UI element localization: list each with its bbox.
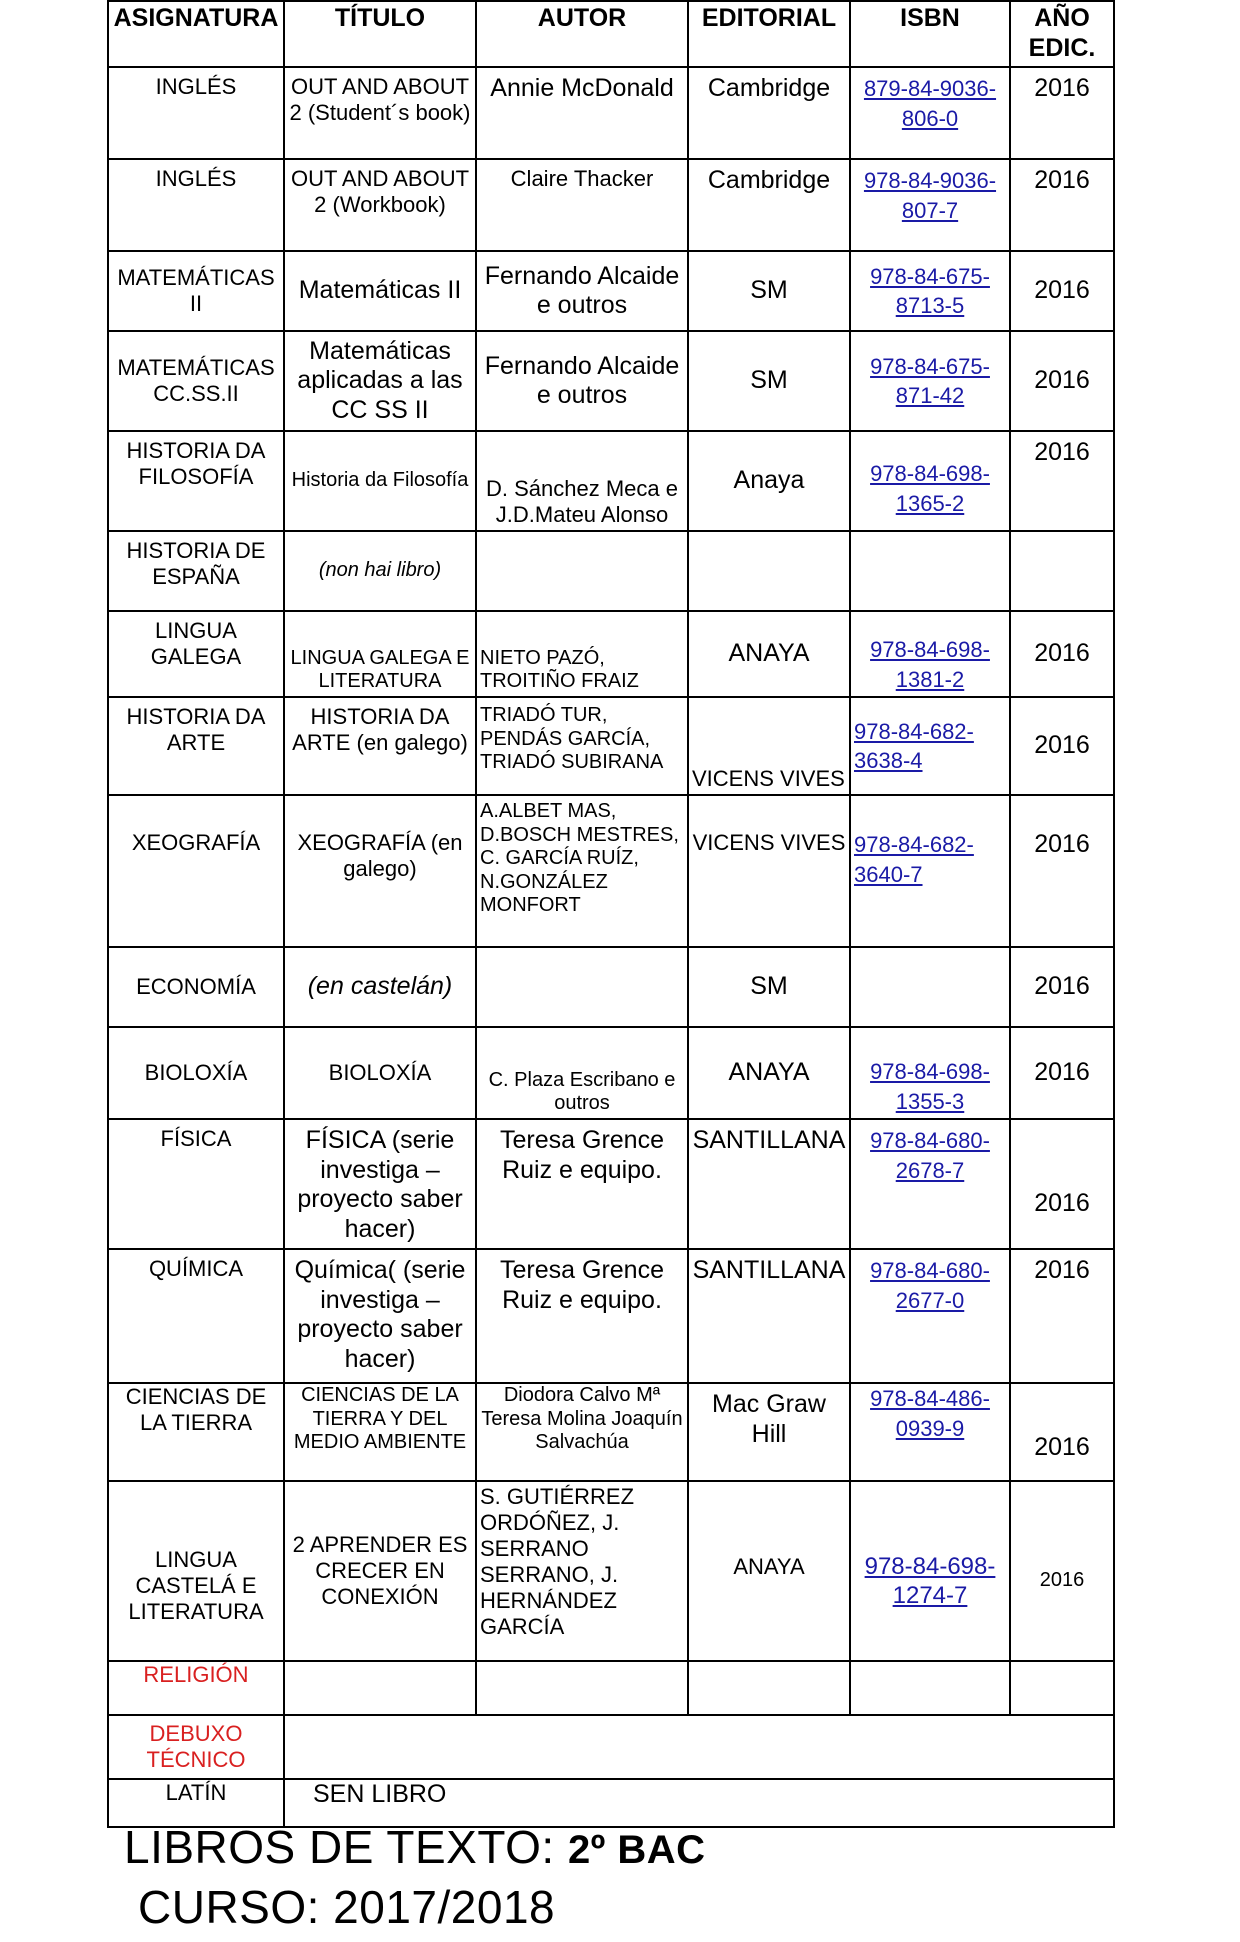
cell-autor (476, 947, 688, 1027)
table-row (108, 531, 1114, 611)
table-row (108, 1383, 1114, 1481)
cell-asignatura: LINGUA CASTELÁ E LITERATURA (108, 1481, 284, 1661)
cell-ano (1010, 531, 1114, 611)
cell-ano: 2016 (1010, 67, 1114, 159)
table-row (108, 251, 1114, 331)
cell-titulo: 2 APRENDER ES CRECER EN CONEXIÓN (284, 1481, 476, 1661)
isbn-link[interactable]: 978-84-698-1365-2 (870, 461, 990, 516)
cell-asignatura: INGLÉS (108, 67, 284, 159)
isbn-link[interactable]: 978-84-682-3638-4 (854, 718, 974, 773)
cell-asignatura: MATEMÁTICAS II (108, 251, 284, 331)
cell-asignatura: HISTORIA DA FILOSOFÍA (108, 431, 284, 531)
isbn-link[interactable]: 879-84-9036-806-0 (863, 76, 997, 131)
cell-autor: Fernando Alcaide e outros (476, 251, 688, 331)
cell-editorial (688, 1661, 850, 1715)
footer-school-year: CURSO: 2017/2018 (138, 1881, 556, 1933)
isbn-link[interactable]: 978-84-675-871-42 (870, 353, 990, 408)
table-row (108, 1027, 1114, 1119)
cell-ano: 2016 (1010, 611, 1114, 697)
cell-ano: 2016 (1010, 431, 1114, 531)
cell-editorial: SM (688, 251, 850, 331)
cell-titulo: Matemáticas II (284, 251, 476, 331)
cell-titulo: Química( (serie investiga – proyecto saber hacer) (284, 1249, 476, 1383)
cell-autor: A.ALBET MAS, D.BOSCH MESTRES, C. GARCÍA RUÍZ, N.GONZÁLEZ MONFORT (476, 795, 688, 947)
cell-editorial: SM (688, 947, 850, 1027)
cell-asignatura: XEOGRAFÍA (108, 795, 284, 947)
cell-ano: 2016 (1010, 1119, 1114, 1249)
table-row (108, 611, 1114, 697)
cell-editorial: ANAYA (688, 1481, 850, 1661)
header-isbn: ISBN (850, 1, 1010, 67)
cell-asignatura: FÍSICA (108, 1119, 284, 1249)
cell-editorial: SANTILLANA (688, 1249, 850, 1383)
cell-asignatura: INGLÉS (108, 159, 284, 251)
cell-titulo: Historia da Filosofía (284, 431, 476, 531)
table-row (108, 331, 1114, 431)
header-editorial: EDITORIAL (688, 1, 850, 67)
isbn-link[interactable]: 978-84-9036-807-7 (863, 168, 997, 223)
cell-autor: Fernando Alcaide e outros (476, 331, 688, 431)
cell-ano: 2016 (1010, 1027, 1114, 1119)
cell-autor: Teresa Grence Ruiz e equipo. (476, 1249, 688, 1383)
cell-autor: C. Plaza Escribano e outros (476, 1027, 688, 1119)
cell-asignatura: RELIGIÓN (108, 1661, 284, 1715)
cell-titulo (284, 1661, 476, 1715)
cell-asignatura: CIENCIAS DE LA TIERRA (108, 1383, 284, 1481)
cell-autor: TRIADÓ TUR, PENDÁS GARCÍA, TRIADÓ SUBIRANA (476, 697, 688, 795)
table-row (108, 1715, 1114, 1779)
table-row (108, 1661, 1114, 1715)
isbn-link[interactable]: 978-84-698-1355-3 (870, 1059, 990, 1114)
cell-titulo: (non hai libro) (284, 531, 476, 611)
isbn-link[interactable]: 978-84-486-0939-9 (870, 1386, 990, 1441)
cell-asignatura: LINGUA GALEGA (108, 611, 284, 697)
cell-editorial: Anaya (688, 431, 850, 531)
cell-editorial: Cambridge (688, 67, 850, 159)
cell-editorial: Cambridge (688, 159, 850, 251)
header-autor: AUTOR (476, 1, 688, 67)
cell-editorial: SANTILLANA (688, 1119, 850, 1249)
cell-autor (476, 531, 688, 611)
isbn-link[interactable]: 978-84-698-1381-2 (870, 637, 990, 692)
table-row (108, 697, 1114, 795)
cell-titulo: BIOLOXÍA (284, 1027, 476, 1119)
cell-ano: 2016 (1010, 1249, 1114, 1383)
cell-ano: 2016 (1010, 1481, 1114, 1661)
table-row (108, 67, 1114, 159)
isbn-link[interactable]: 978-84-680-2678-7 (870, 1128, 990, 1183)
cell-autor: S. GUTIÉRREZ ORDÓÑEZ, J. SERRANO SERRANO, J. HERNÁNDEZ GARCÍA (476, 1481, 688, 1661)
cell-autor (476, 1661, 688, 1715)
cell-isbn (850, 947, 1010, 1027)
cell-titulo: Matemáticas aplicadas a las CC SS II (284, 331, 476, 431)
cell-titulo: (en castelán) (284, 947, 476, 1027)
table-row (108, 431, 1114, 531)
cell-isbn (850, 1661, 1010, 1715)
isbn-link[interactable]: 978-84-698-1274-7 (864, 1552, 996, 1609)
cell-ano: 2016 (1010, 251, 1114, 331)
textbooks-table (107, 0, 1115, 1828)
cell-ano: 2016 (1010, 795, 1114, 947)
cell-asignatura: HISTORIA DA ARTE (108, 697, 284, 795)
cell-asignatura: ECONOMÍA (108, 947, 284, 1027)
cell-asignatura: MATEMÁTICAS CC.SS.II (108, 331, 284, 431)
cell-ano: 2016 (1010, 331, 1114, 431)
table-row (108, 159, 1114, 251)
footer-title-prefix: LIBROS DE TEXTO: (124, 1821, 568, 1873)
cell-asignatura: BIOLOXÍA (108, 1027, 284, 1119)
cell-asignatura: HISTORIA DE ESPAÑA (108, 531, 284, 611)
cell-asignatura: LATÍN (108, 1779, 284, 1827)
cell-isbn (850, 531, 1010, 611)
header-titulo: TÍTULO (284, 1, 476, 67)
header-row (108, 1, 1114, 67)
cell-autor: NIETO PAZÓ, TROITIÑO FRAIZ (476, 611, 688, 697)
header-asignatura: ASIGNATURA (108, 1, 284, 67)
cell-ano: 2016 (1010, 697, 1114, 795)
table-row (108, 1481, 1114, 1661)
cell-titulo (284, 1715, 1114, 1779)
table-row (108, 1119, 1114, 1249)
cell-asignatura: DEBUXO TÉCNICO (108, 1715, 284, 1779)
cell-titulo: LINGUA GALEGA E LITERATURA (284, 611, 476, 697)
cell-titulo: SEN LIBRO (284, 1779, 1114, 1827)
cell-ano: 2016 (1010, 1383, 1114, 1481)
cell-autor: Annie McDonald (476, 67, 688, 159)
table-row (108, 1249, 1114, 1383)
cell-ano: 2016 (1010, 947, 1114, 1027)
cell-editorial: SM (688, 331, 850, 431)
header-ano: AÑO EDIC. (1010, 1, 1114, 67)
cell-editorial (688, 531, 850, 611)
cell-editorial: ANAYA (688, 1027, 850, 1119)
cell-titulo: CIENCIAS DE LA TIERRA Y DEL MEDIO AMBIENTE (284, 1383, 476, 1481)
cell-ano (1010, 1661, 1114, 1715)
footer-course-level: 2º BAC (567, 1828, 706, 1872)
table-row (108, 947, 1114, 1027)
cell-editorial: VICENS VIVES (688, 795, 850, 947)
cell-asignatura: QUÍMICA (108, 1249, 284, 1383)
cell-titulo: OUT AND ABOUT 2 (Student´s book) (284, 67, 476, 159)
cell-autor: Teresa Grence Ruiz e equipo. (476, 1119, 688, 1249)
footer-title (124, 1820, 706, 1874)
cell-autor: Claire Thacker (476, 159, 688, 251)
cell-editorial: ANAYA (688, 611, 850, 697)
cell-ano: 2016 (1010, 159, 1114, 251)
cell-titulo: OUT AND ABOUT 2 (Workbook) (284, 159, 476, 251)
cell-titulo: FÍSICA (serie investiga – proyecto saber hacer) (284, 1119, 476, 1249)
isbn-link[interactable]: 978-84-680-2677-0 (870, 1258, 990, 1313)
isbn-link[interactable]: 978-84-682-3640-7 (854, 832, 974, 887)
cell-editorial: Mac Graw Hill (688, 1383, 850, 1481)
cell-titulo: HISTORIA DA ARTE (en galego) (284, 697, 476, 795)
table-row (108, 795, 1114, 947)
cell-autor: D. Sánchez Meca e J.D.Mateu Alonso (476, 431, 688, 531)
cell-editorial: VICENS VIVES (688, 697, 850, 795)
cell-titulo: XEOGRAFÍA (en galego) (284, 795, 476, 947)
cell-autor: Diodora Calvo Mª Teresa Molina Joaquín Salvachúa (476, 1383, 688, 1481)
isbn-link[interactable]: 978-84-675-8713-5 (870, 263, 990, 318)
